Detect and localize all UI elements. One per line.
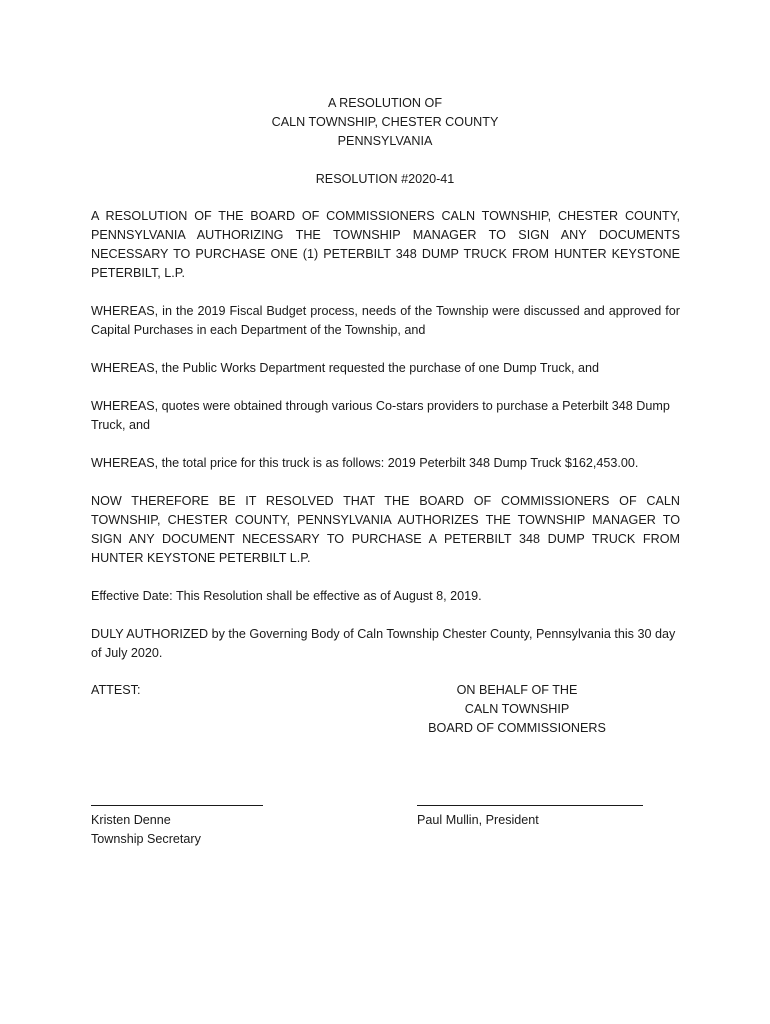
duly-authorized-paragraph: DULY AUTHORIZED by the Governing Body of Caln Township Chester County, Pennsylvania this 30 day of July 2020. [91, 627, 676, 660]
secretary-signer [91, 811, 201, 849]
header-line-2: CALN TOWNSHIP, CHESTER COUNTY [271, 115, 499, 129]
resolution-number: RESOLUTION #2020-41 [315, 172, 455, 186]
president-signer [417, 811, 539, 830]
whereas-quotes-paragraph: WHEREAS, quotes were obtained through various Co-stars providers to purchase a Peterbilt 348 Dump Truck, and [91, 399, 670, 432]
header-line-1: A RESOLUTION OF [327, 96, 443, 110]
secretary-name: Kristen Denne [91, 813, 171, 827]
resolution-header [0, 94, 770, 151]
president-signature-line [417, 805, 643, 806]
behalf-line-1: ON BEHALF OF THE [456, 683, 578, 697]
secretary-title: Township Secretary [91, 832, 201, 846]
signature-header-row [0, 681, 770, 741]
behalf-line-2: CALN TOWNSHIP [464, 702, 570, 716]
behalf-line-3: BOARD OF COMMISSIONERS [428, 721, 606, 735]
whereas-price-paragraph: WHEREAS, the total price for this truck is as follows: 2019 Peterbilt 348 Dump Truck $162,453.00. [91, 456, 639, 470]
attest-label: ATTEST: [91, 683, 141, 697]
resolved-paragraph: NOW THEREFORE BE IT RESOLVED THAT THE BOARD OF COMMISSIONERS OF CALN TOWNSHIP, CHESTER COUNTY, PENNSYLVANIA AUTHORIZES THE TOWNSHIP MANAGER TO SIGN ANY DOCUMENT NECESSARY TO PURCHASE A PETERBILT 348 DUMP TRUCK FROM HUNTER KEYSTONE PETERBILT L.P. [91, 494, 680, 565]
header-line-3: PENNSYLVANIA [337, 134, 433, 148]
title-paragraph: A RESOLUTION OF THE BOARD OF COMMISSIONERS CALN TOWNSHIP, CHESTER COUNTY, PENNSYLVANIA AUTHORIZING THE TOWNSHIP MANAGER TO SIGN ANY DOCUMENTS NECESSARY TO PURCHASE ONE (1) PETERBILT 348 DUMP TRUCK FROM HUNTER KEYSTONE PETERBILT, L.P. [91, 209, 680, 280]
secretary-signature-line [91, 805, 263, 806]
whereas-budget-paragraph: WHEREAS, in the 2019 Fiscal Budget process, needs of the Township were discussed and approved for Capital Purchases in each Department of the Township, and [91, 304, 680, 337]
effective-date-paragraph: Effective Date: This Resolution shall be effective as of August 8, 2019. [91, 589, 482, 603]
on-behalf-block [417, 681, 617, 738]
president-name: Paul Mullin, President [417, 813, 539, 827]
resolution-body [91, 207, 680, 682]
whereas-request-paragraph: WHEREAS, the Public Works Department requested the purchase of one Dump Truck, and [91, 361, 599, 375]
